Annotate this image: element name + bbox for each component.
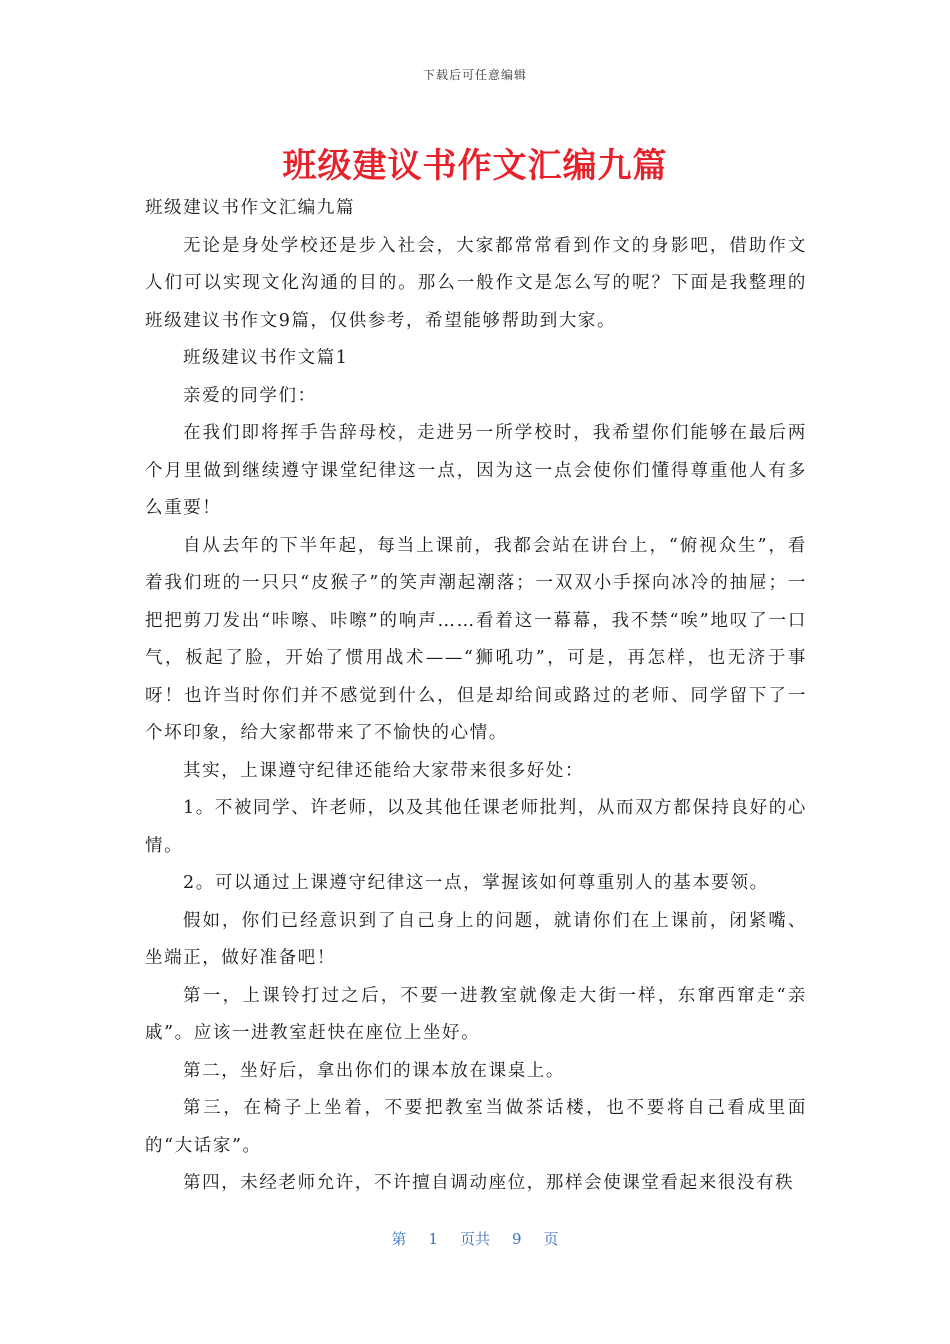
paragraph: 亲爱的同学们：: [183, 385, 317, 406]
paragraph: 假如，你们已经意识到了自己身上的问题，就请你们在上课前，闭紧嘴、坐端正，做好准备吧！: [145, 910, 807, 968]
paragraph: 2。可以通过上课遵守纪律这一点，掌握该如何尊重别人的基本要领。: [183, 873, 769, 893]
document-title: 班级建议书作文汇编九篇: [282, 146, 668, 186]
paragraph: 第四，未经老师允许，不许擅自调动座位，那样会使课堂看起来很没有秩: [183, 1173, 795, 1193]
paragraph: 自从去年的下半年起，每当上课前，我都会站在讲台上，“俯视众生”，看着我们班的一只只“皮猴子”的笑声潮起潮落；一双双小手探向冰冷的抽屉；一把把剪刀发出“咔嚓、咔嚓”的响声……看着这一幕幕，我不禁“唉”地叹了一口气，板起了脸，开始了惯用战术——“狮吼功”，可是，再怎样，也无济于事呀！也许当时你们并不感觉到什么，但是却给间或路过的老师、同学留下了一个坏印象，给大家都带来了不愉快的心情。: [145, 535, 807, 743]
footer-current-page: 1: [428, 1230, 438, 1248]
paragraph: 其实，上课遵守纪律还能给大家带来很多好处：: [183, 760, 585, 781]
footer-middle: 页共: [459, 1230, 490, 1248]
paragraph: 班级建议书作文篇1: [183, 348, 349, 368]
paragraph: 第一，上课铃打过之后，不要一进教室就像走大街一样，东窜西窜走“亲戚”。应该一进教室赶快在座位上坐好。: [145, 985, 807, 1043]
page-footer: [0, 1228, 950, 1249]
paragraph: 1。不被同学、许老师，以及其他任课老师批判，从而双方都保持良好的心情。: [145, 798, 807, 856]
header-note: 下载后可任意编辑: [422, 68, 527, 82]
paragraph: 班级建议书作文汇编九篇: [145, 198, 356, 218]
paragraph: 无论是身处学校还是步入社会，大家都常常看到作文的身影吧，借助作文人们可以实现文化沟通的目的。那么一般作文是怎么写的呢？下面是我整理的班级建议书作文9篇，仅供参考，希望能够帮助到大家。: [145, 235, 807, 331]
paragraph: 第三，在椅子上坐着，不要把教室当做茶话楼，也不要将自己看成里面的“大话家”。: [145, 1098, 807, 1156]
footer-suffix: 页: [543, 1230, 559, 1248]
paragraph: 在我们即将挥手告辞母校，走进另一所学校时，我希望你们能够在最后两个月里做到继续遵守课堂纪律这一点，因为这一点会使你们懂得尊重他人有多么重要！: [145, 423, 807, 518]
paragraph: 第二，坐好后，拿出你们的课本放在课桌上。: [183, 1060, 565, 1081]
footer-prefix: 第: [391, 1230, 407, 1248]
document-body: [145, 190, 807, 1203]
footer-total-pages: 9: [512, 1230, 522, 1248]
